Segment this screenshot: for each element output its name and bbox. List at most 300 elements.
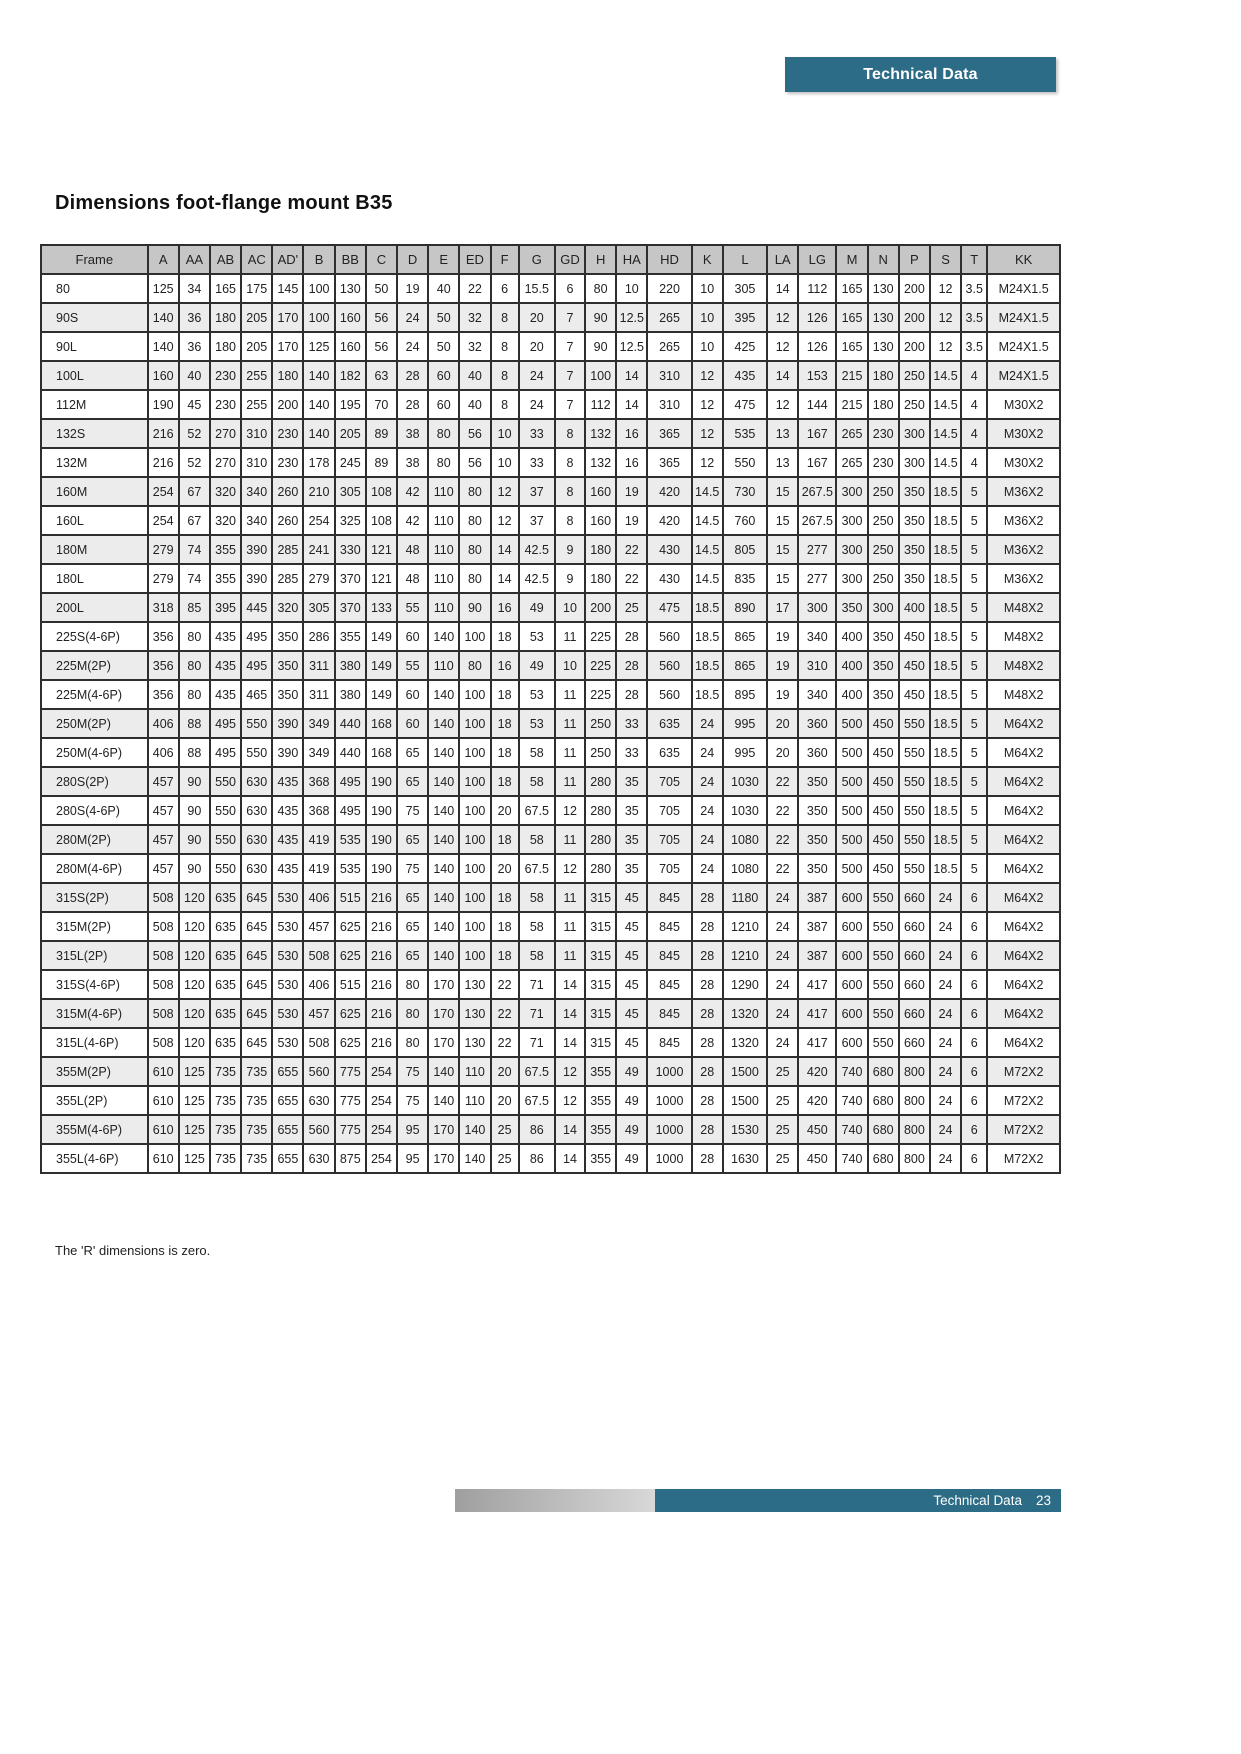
column-header: B bbox=[303, 245, 334, 274]
value-cell: 18.5 bbox=[930, 738, 961, 767]
value-cell: 12 bbox=[555, 854, 585, 883]
value-cell: 110 bbox=[428, 535, 459, 564]
value-cell: 80 bbox=[428, 419, 459, 448]
value-cell: 19 bbox=[616, 477, 647, 506]
value-cell: 24 bbox=[767, 941, 798, 970]
value-cell: 6 bbox=[961, 1144, 987, 1173]
value-cell: 10 bbox=[491, 419, 519, 448]
value-cell: 600 bbox=[836, 1028, 867, 1057]
value-cell: 279 bbox=[303, 564, 334, 593]
value-cell: 33 bbox=[519, 448, 555, 477]
value-cell: 800 bbox=[899, 1057, 930, 1086]
value-cell: 125 bbox=[179, 1144, 210, 1173]
value-cell: M72X2 bbox=[987, 1086, 1060, 1115]
frame-cell: 280S(4-6P) bbox=[41, 796, 148, 825]
value-cell: 67.5 bbox=[519, 796, 555, 825]
frame-cell: 225M(4-6P) bbox=[41, 680, 148, 709]
value-cell: 67 bbox=[179, 506, 210, 535]
value-cell: 1290 bbox=[723, 970, 767, 999]
value-cell: 625 bbox=[335, 1028, 366, 1057]
value-cell: 4 bbox=[961, 390, 987, 419]
value-cell: 508 bbox=[303, 941, 334, 970]
value-cell: 71 bbox=[519, 999, 555, 1028]
value-cell: 995 bbox=[723, 709, 767, 738]
value-cell: 267.5 bbox=[798, 506, 836, 535]
value-cell: 160 bbox=[335, 303, 366, 332]
value-cell: 140 bbox=[428, 912, 459, 941]
value-cell: 149 bbox=[366, 680, 397, 709]
value-cell: 24 bbox=[930, 1028, 961, 1057]
value-cell: 45 bbox=[616, 883, 647, 912]
value-cell: 80 bbox=[459, 564, 490, 593]
value-cell: 435 bbox=[272, 796, 303, 825]
value-cell: 630 bbox=[241, 825, 272, 854]
value-cell: 6 bbox=[555, 274, 585, 303]
value-cell: 170 bbox=[428, 1028, 459, 1057]
value-cell: 58 bbox=[519, 941, 555, 970]
value-cell: 14.5 bbox=[692, 535, 723, 564]
table-row bbox=[41, 1144, 1060, 1173]
value-cell: 19 bbox=[616, 506, 647, 535]
value-cell: M24X1.5 bbox=[987, 361, 1060, 390]
value-cell: 419 bbox=[303, 825, 334, 854]
value-cell: 140 bbox=[148, 332, 179, 361]
value-cell: 277 bbox=[798, 535, 836, 564]
value-cell: 530 bbox=[272, 941, 303, 970]
value-cell: 37 bbox=[519, 506, 555, 535]
value-cell: 216 bbox=[366, 999, 397, 1028]
value-cell: 440 bbox=[335, 709, 366, 738]
frame-cell: 250M(4-6P) bbox=[41, 738, 148, 767]
column-header: F bbox=[491, 245, 519, 274]
value-cell: 254 bbox=[366, 1086, 397, 1115]
value-cell: 406 bbox=[303, 970, 334, 999]
value-cell: 325 bbox=[335, 506, 366, 535]
value-cell: 550 bbox=[723, 448, 767, 477]
value-cell: 450 bbox=[899, 651, 930, 680]
value-cell: 610 bbox=[148, 1057, 179, 1086]
value-cell: 18.5 bbox=[930, 767, 961, 796]
value-cell: 310 bbox=[241, 448, 272, 477]
value-cell: 14.5 bbox=[692, 564, 723, 593]
value-cell: 4 bbox=[961, 448, 987, 477]
value-cell: 800 bbox=[899, 1144, 930, 1173]
value-cell: 705 bbox=[647, 796, 691, 825]
value-cell: 508 bbox=[303, 1028, 334, 1057]
value-cell: 14.5 bbox=[930, 361, 961, 390]
value-cell: 216 bbox=[366, 1028, 397, 1057]
value-cell: 1030 bbox=[723, 767, 767, 796]
value-cell: 6 bbox=[961, 1086, 987, 1115]
value-cell: 370 bbox=[335, 593, 366, 622]
value-cell: 350 bbox=[868, 680, 899, 709]
value-cell: 12 bbox=[767, 303, 798, 332]
value-cell: 140 bbox=[428, 1086, 459, 1115]
value-cell: 75 bbox=[397, 854, 428, 883]
value-cell: 600 bbox=[836, 883, 867, 912]
value-cell: 500 bbox=[836, 854, 867, 883]
value-cell: 435 bbox=[272, 767, 303, 796]
value-cell: 457 bbox=[148, 767, 179, 796]
value-cell: 24 bbox=[930, 970, 961, 999]
value-cell: 28 bbox=[692, 941, 723, 970]
value-cell: 14 bbox=[555, 999, 585, 1028]
value-cell: 200 bbox=[272, 390, 303, 419]
value-cell: 390 bbox=[241, 564, 272, 593]
value-cell: 1320 bbox=[723, 999, 767, 1028]
value-cell: 350 bbox=[899, 506, 930, 535]
value-cell: 735 bbox=[241, 1086, 272, 1115]
value-cell: 845 bbox=[647, 912, 691, 941]
value-cell: 190 bbox=[148, 390, 179, 419]
value-cell: 53 bbox=[519, 680, 555, 709]
value-cell: 180 bbox=[272, 361, 303, 390]
badge-label: Technical Data bbox=[863, 65, 978, 83]
value-cell: M64X2 bbox=[987, 970, 1060, 999]
value-cell: 45 bbox=[616, 970, 647, 999]
value-cell: 6 bbox=[961, 1115, 987, 1144]
value-cell: 12 bbox=[930, 332, 961, 361]
value-cell: 24 bbox=[930, 1144, 961, 1173]
value-cell: 1500 bbox=[723, 1057, 767, 1086]
value-cell: 230 bbox=[210, 390, 241, 419]
value-cell: 350 bbox=[899, 535, 930, 564]
value-cell: 875 bbox=[335, 1144, 366, 1173]
value-cell: 9 bbox=[555, 564, 585, 593]
value-cell: 655 bbox=[272, 1086, 303, 1115]
value-cell: 58 bbox=[519, 912, 555, 941]
table-header-row bbox=[41, 245, 1060, 274]
value-cell: 7 bbox=[555, 390, 585, 419]
column-header: E bbox=[428, 245, 459, 274]
value-cell: 450 bbox=[868, 709, 899, 738]
value-cell: 550 bbox=[210, 854, 241, 883]
value-cell: 280 bbox=[585, 767, 616, 796]
value-cell: 6 bbox=[961, 912, 987, 941]
table-row bbox=[41, 680, 1060, 709]
value-cell: 5 bbox=[961, 622, 987, 651]
dimensions-table bbox=[40, 244, 1061, 1174]
value-cell: 28 bbox=[616, 680, 647, 709]
value-cell: 60 bbox=[428, 361, 459, 390]
value-cell: 18 bbox=[491, 738, 519, 767]
value-cell: 24 bbox=[692, 825, 723, 854]
value-cell: 24 bbox=[930, 999, 961, 1028]
value-cell: M72X2 bbox=[987, 1144, 1060, 1173]
value-cell: 71 bbox=[519, 970, 555, 999]
value-cell: 349 bbox=[303, 738, 334, 767]
value-cell: M30X2 bbox=[987, 448, 1060, 477]
value-cell: 550 bbox=[899, 854, 930, 883]
value-cell: 19 bbox=[767, 622, 798, 651]
value-cell: 600 bbox=[836, 999, 867, 1028]
value-cell: 450 bbox=[868, 796, 899, 825]
value-cell: 500 bbox=[836, 709, 867, 738]
value-cell: 18.5 bbox=[930, 477, 961, 506]
value-cell: 430 bbox=[647, 564, 691, 593]
table-row bbox=[41, 1057, 1060, 1086]
value-cell: M72X2 bbox=[987, 1057, 1060, 1086]
value-cell: 530 bbox=[272, 999, 303, 1028]
value-cell: 475 bbox=[647, 593, 691, 622]
value-cell: 535 bbox=[723, 419, 767, 448]
value-cell: 22 bbox=[616, 535, 647, 564]
value-cell: 625 bbox=[335, 941, 366, 970]
value-cell: 11 bbox=[555, 883, 585, 912]
value-cell: 625 bbox=[335, 912, 366, 941]
value-cell: 420 bbox=[647, 506, 691, 535]
value-cell: 10 bbox=[692, 274, 723, 303]
value-cell: 645 bbox=[241, 941, 272, 970]
value-cell: 90 bbox=[585, 332, 616, 361]
value-cell: 550 bbox=[868, 999, 899, 1028]
value-cell: 11 bbox=[555, 622, 585, 651]
value-cell: 250 bbox=[899, 390, 930, 419]
value-cell: 140 bbox=[459, 1144, 490, 1173]
value-cell: 60 bbox=[397, 709, 428, 738]
value-cell: 9 bbox=[555, 535, 585, 564]
value-cell: 11 bbox=[555, 825, 585, 854]
value-cell: M24X1.5 bbox=[987, 332, 1060, 361]
value-cell: 254 bbox=[148, 506, 179, 535]
value-cell: 730 bbox=[723, 477, 767, 506]
column-header: N bbox=[868, 245, 899, 274]
value-cell: 10 bbox=[692, 332, 723, 361]
value-cell: 8 bbox=[555, 477, 585, 506]
value-cell: 450 bbox=[868, 738, 899, 767]
value-cell: 6 bbox=[961, 1028, 987, 1057]
value-cell: 254 bbox=[303, 506, 334, 535]
table-row bbox=[41, 738, 1060, 767]
value-cell: 1000 bbox=[647, 1115, 691, 1144]
value-cell: 635 bbox=[647, 709, 691, 738]
footer-teal-segment bbox=[655, 1489, 1061, 1512]
value-cell: 350 bbox=[868, 622, 899, 651]
value-cell: 475 bbox=[723, 390, 767, 419]
value-cell: 80 bbox=[428, 448, 459, 477]
value-cell: 740 bbox=[836, 1086, 867, 1115]
value-cell: 100 bbox=[303, 274, 334, 303]
value-cell: 380 bbox=[335, 680, 366, 709]
value-cell: 25 bbox=[767, 1115, 798, 1144]
value-cell: 435 bbox=[210, 622, 241, 651]
value-cell: 515 bbox=[335, 970, 366, 999]
value-cell: 550 bbox=[868, 883, 899, 912]
value-cell: 550 bbox=[868, 912, 899, 941]
value-cell: 100 bbox=[459, 912, 490, 941]
value-cell: 45 bbox=[179, 390, 210, 419]
value-cell: 25 bbox=[767, 1057, 798, 1086]
value-cell: 1500 bbox=[723, 1086, 767, 1115]
value-cell: 38 bbox=[397, 448, 428, 477]
value-cell: 535 bbox=[335, 825, 366, 854]
value-cell: 350 bbox=[899, 477, 930, 506]
frame-cell: 355M(4-6P) bbox=[41, 1115, 148, 1144]
value-cell: 14 bbox=[491, 564, 519, 593]
value-cell: 20 bbox=[491, 854, 519, 883]
value-cell: 190 bbox=[366, 825, 397, 854]
value-cell: 660 bbox=[899, 1028, 930, 1057]
value-cell: M64X2 bbox=[987, 738, 1060, 767]
value-cell: 508 bbox=[148, 1028, 179, 1057]
value-cell: 1320 bbox=[723, 1028, 767, 1057]
value-cell: 18 bbox=[491, 883, 519, 912]
value-cell: 645 bbox=[241, 912, 272, 941]
value-cell: 355 bbox=[585, 1115, 616, 1144]
value-cell: 360 bbox=[798, 738, 836, 767]
value-cell: 58 bbox=[519, 738, 555, 767]
value-cell: 630 bbox=[241, 796, 272, 825]
value-cell: 28 bbox=[692, 912, 723, 941]
value-cell: 5 bbox=[961, 477, 987, 506]
value-cell: 70 bbox=[366, 390, 397, 419]
value-cell: 845 bbox=[647, 970, 691, 999]
value-cell: 12.5 bbox=[616, 332, 647, 361]
value-cell: 8 bbox=[491, 361, 519, 390]
value-cell: 660 bbox=[899, 941, 930, 970]
value-cell: 311 bbox=[303, 680, 334, 709]
value-cell: 250 bbox=[868, 506, 899, 535]
value-cell: 130 bbox=[459, 970, 490, 999]
value-cell: 18 bbox=[491, 680, 519, 709]
value-cell: 5 bbox=[961, 796, 987, 825]
value-cell: M48X2 bbox=[987, 622, 1060, 651]
frame-cell: 180M bbox=[41, 535, 148, 564]
value-cell: 49 bbox=[616, 1057, 647, 1086]
value-cell: 610 bbox=[148, 1086, 179, 1115]
value-cell: 265 bbox=[647, 303, 691, 332]
value-cell: 180 bbox=[585, 535, 616, 564]
value-cell: 12 bbox=[767, 390, 798, 419]
column-header: AA bbox=[179, 245, 210, 274]
value-cell: 241 bbox=[303, 535, 334, 564]
value-cell: 216 bbox=[366, 970, 397, 999]
value-cell: 42.5 bbox=[519, 564, 555, 593]
page-number: 23 bbox=[1035, 1493, 1051, 1508]
value-cell: 255 bbox=[241, 390, 272, 419]
table-row bbox=[41, 274, 1060, 303]
value-cell: 24 bbox=[692, 796, 723, 825]
value-cell: 48 bbox=[397, 535, 428, 564]
value-cell: 90 bbox=[179, 767, 210, 796]
value-cell: 17 bbox=[767, 593, 798, 622]
value-cell: 5 bbox=[961, 564, 987, 593]
value-cell: 167 bbox=[798, 419, 836, 448]
frame-cell: 100L bbox=[41, 361, 148, 390]
value-cell: 95 bbox=[397, 1115, 428, 1144]
value-cell: 260 bbox=[272, 506, 303, 535]
value-cell: 12 bbox=[767, 332, 798, 361]
value-cell: 16 bbox=[616, 448, 647, 477]
value-cell: 80 bbox=[179, 651, 210, 680]
frame-cell: 355L(4-6P) bbox=[41, 1144, 148, 1173]
table-row bbox=[41, 825, 1060, 854]
value-cell: 38 bbox=[397, 419, 428, 448]
column-header: M bbox=[836, 245, 867, 274]
value-cell: 100 bbox=[459, 796, 490, 825]
value-cell: 28 bbox=[616, 651, 647, 680]
value-cell: 800 bbox=[899, 1086, 930, 1115]
value-cell: 170 bbox=[272, 332, 303, 361]
value-cell: 160 bbox=[585, 477, 616, 506]
value-cell: 508 bbox=[148, 941, 179, 970]
value-cell: 355 bbox=[335, 622, 366, 651]
value-cell: 24 bbox=[397, 332, 428, 361]
value-cell: 660 bbox=[899, 970, 930, 999]
value-cell: 11 bbox=[555, 941, 585, 970]
value-cell: 52 bbox=[179, 448, 210, 477]
dimensions-table-container bbox=[40, 244, 1061, 1174]
value-cell: 32 bbox=[459, 332, 490, 361]
value-cell: 356 bbox=[148, 651, 179, 680]
table-row bbox=[41, 535, 1060, 564]
value-cell: 215 bbox=[836, 361, 867, 390]
table-row bbox=[41, 651, 1060, 680]
value-cell: 20 bbox=[491, 1086, 519, 1115]
technical-data-badge bbox=[785, 57, 1056, 92]
value-cell: 5 bbox=[961, 709, 987, 738]
value-cell: 95 bbox=[397, 1144, 428, 1173]
value-cell: 170 bbox=[428, 999, 459, 1028]
value-cell: 149 bbox=[366, 622, 397, 651]
value-cell: 130 bbox=[459, 1028, 490, 1057]
value-cell: 140 bbox=[428, 1057, 459, 1086]
value-cell: 120 bbox=[179, 941, 210, 970]
value-cell: 65 bbox=[397, 883, 428, 912]
value-cell: 318 bbox=[148, 593, 179, 622]
value-cell: 49 bbox=[519, 593, 555, 622]
value-cell: 58 bbox=[519, 767, 555, 796]
value-cell: 350 bbox=[836, 593, 867, 622]
value-cell: 530 bbox=[272, 1028, 303, 1057]
value-cell: 250 bbox=[899, 361, 930, 390]
value-cell: 7 bbox=[555, 361, 585, 390]
value-cell: 8 bbox=[491, 390, 519, 419]
value-cell: 845 bbox=[647, 999, 691, 1028]
value-cell: 200 bbox=[899, 303, 930, 332]
value-cell: 6 bbox=[961, 970, 987, 999]
value-cell: 350 bbox=[798, 767, 836, 796]
value-cell: 300 bbox=[836, 477, 867, 506]
value-cell: M64X2 bbox=[987, 883, 1060, 912]
value-cell: 890 bbox=[723, 593, 767, 622]
value-cell: 18 bbox=[491, 825, 519, 854]
value-cell: 320 bbox=[210, 477, 241, 506]
value-cell: 22 bbox=[767, 854, 798, 883]
value-cell: 80 bbox=[585, 274, 616, 303]
value-cell: 110 bbox=[459, 1057, 490, 1086]
value-cell: 406 bbox=[303, 883, 334, 912]
value-cell: 16 bbox=[491, 593, 519, 622]
value-cell: 419 bbox=[303, 854, 334, 883]
value-cell: 24 bbox=[930, 1057, 961, 1086]
value-cell: 495 bbox=[210, 709, 241, 738]
value-cell: 305 bbox=[303, 593, 334, 622]
value-cell: 86 bbox=[519, 1144, 555, 1173]
table-row bbox=[41, 941, 1060, 970]
value-cell: 495 bbox=[335, 767, 366, 796]
value-cell: 18.5 bbox=[692, 651, 723, 680]
value-cell: 230 bbox=[210, 361, 241, 390]
value-cell: 600 bbox=[836, 912, 867, 941]
value-cell: 417 bbox=[798, 1028, 836, 1057]
value-cell: 20 bbox=[491, 796, 519, 825]
value-cell: 395 bbox=[723, 303, 767, 332]
value-cell: 315 bbox=[585, 1028, 616, 1057]
value-cell: 340 bbox=[798, 680, 836, 709]
value-cell: 49 bbox=[616, 1144, 647, 1173]
value-cell: 280 bbox=[585, 825, 616, 854]
